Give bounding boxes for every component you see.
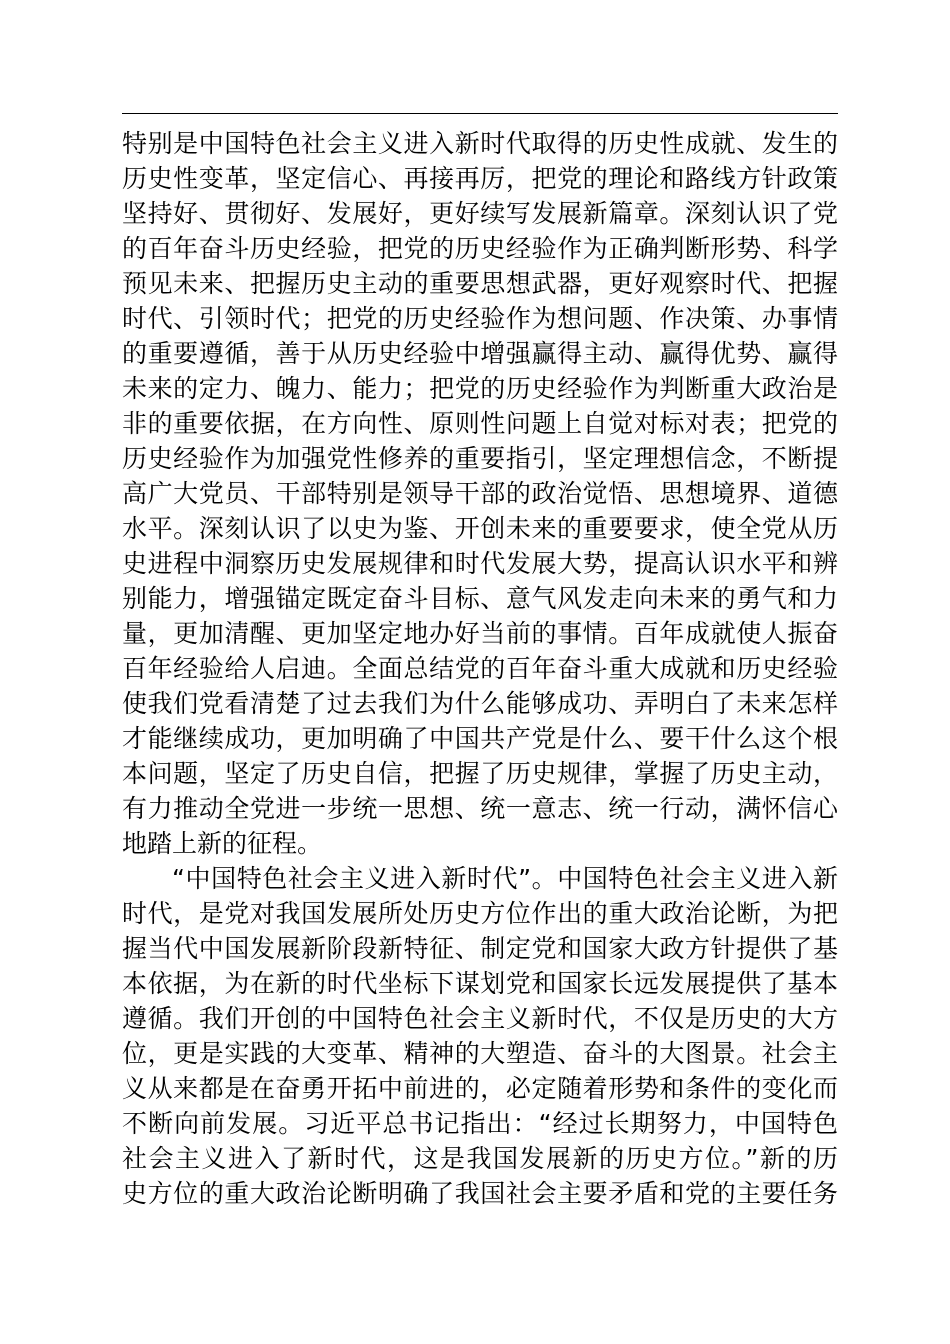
text-line: 本依据，为在新的时代坐标下谋划党和国家长远发展提供了基本 [122, 969, 838, 998]
text-line: 时代、引领时代；把党的历史经验作为想问题、作决策、办事情 [122, 304, 838, 333]
text-line: 本问题，坚定了历史自信，把握了历史规律，掌握了历史主动， [122, 759, 838, 788]
text-line: 历史经验作为加强党性修养的重要指引，坚定理想信念，不断提 [122, 444, 838, 473]
text-line: 水平。深刻认识了以史为鉴、开创未来的重要要求，使全党从历 [122, 514, 838, 543]
paragraph-end-line: 地踏上新的征程。 [122, 829, 323, 858]
text-line: 特别是中国特色社会主义进入新时代取得的历史性成就、发生的 [122, 129, 838, 158]
paragraph-first-line: “中国特色社会主义进入新时代”。中国特色社会主义进入新 [172, 864, 838, 893]
text-line: 高广大党员、干部特别是领导干部的政治觉悟、思想境界、道德 [122, 479, 838, 508]
text-line: 社会主义进入了新时代，这是我国发展新的历史方位。”新的历 [122, 1144, 838, 1173]
text-line: 的重要遵循，善于从历史经验中增强赢得主动、赢得优势、赢得 [122, 339, 838, 368]
text-line: 使我们党看清楚了过去我们为什么能够成功、弄明白了未来怎样 [122, 689, 838, 718]
text-line: 不断向前发展。习近平总书记指出：“经过长期努力，中国特色 [122, 1109, 838, 1138]
text-line: 遵循。我们开创的中国特色社会主义新时代，不仅是历史的大方 [122, 1004, 838, 1033]
text-line: 才能继续成功，更加明确了中国共产党是什么、要干什么这个根 [122, 724, 838, 753]
text-line: 未来的定力、魄力、能力；把党的历史经验作为判断重大政治是 [122, 374, 838, 403]
header-rule [122, 113, 838, 114]
text-line: 百年经验给人启迪。全面总结党的百年奋斗重大成就和历史经验 [122, 654, 838, 683]
text-line: 别能力，增强锚定既定奋斗目标、意气风发走向未来的勇气和力 [122, 584, 838, 613]
text-line: 坚持好、贯彻好、发展好，更好续写发展新篇章。深刻认识了党 [122, 199, 838, 228]
text-line: 史方位的重大政治论断明确了我国社会主要矛盾和党的主要任务 [122, 1179, 838, 1208]
text-line: 位，更是实践的大变革、精神的大塑造、奋斗的大图景。社会主 [122, 1039, 838, 1068]
text-line: 历史性变革，坚定信心、再接再厉，把党的理论和路线方针政策 [122, 164, 838, 193]
text-line: 量，更加清醒、更加坚定地办好当前的事情。百年成就使人振奋 [122, 619, 838, 648]
text-line: 义从来都是在奋勇开拓中前进的，必定随着形势和条件的变化而 [122, 1074, 838, 1103]
text-line: 史进程中洞察历史发展规律和时代发展大势，提高认识水平和辨 [122, 549, 838, 578]
text-line: 预见未来、把握历史主动的重要思想武器，更好观察时代、把握 [122, 269, 838, 298]
text-line: 的百年奋斗历史经验，把党的历史经验作为正确判断形势、科学 [122, 234, 838, 263]
text-line: 时代，是党对我国发展所处历史方位作出的重大政治论断，为把 [122, 899, 838, 928]
text-line: 非的重要依据，在方向性、原则性问题上自觉对标对表；把党的 [122, 409, 838, 438]
text-line: 握当代中国发展新阶段新特征、制定党和国家大政方针提供了基 [122, 934, 838, 963]
text-line: 有力推动全党进一步统一思想、统一意志、统一行动，满怀信心 [122, 794, 838, 823]
body-text [122, 126, 838, 1211]
